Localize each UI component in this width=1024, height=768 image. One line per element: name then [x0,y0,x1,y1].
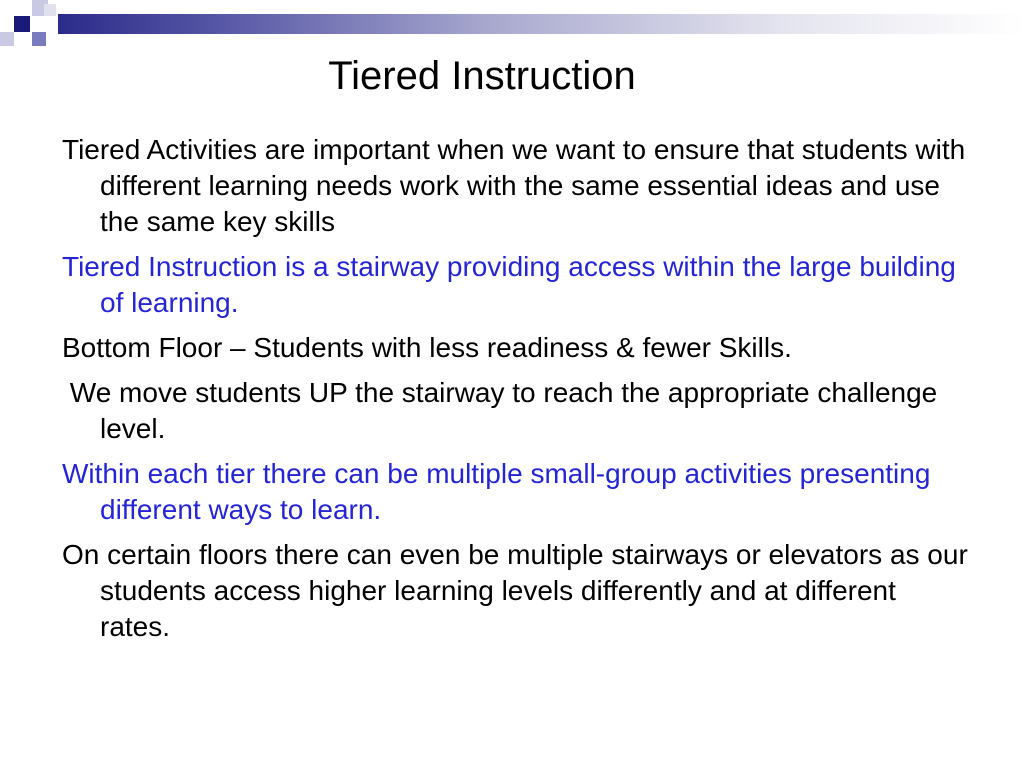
decor-square-mid [32,32,46,46]
decor-square-dark [14,16,30,32]
header-decoration [0,0,1024,60]
slide-title: Tiered Instruction [328,54,636,98]
slide-body [62,132,972,654]
header-gradient-bar [58,14,1024,34]
paragraph: We move students UP the stairway to reach the appropriate challenge level. [62,377,946,444]
paragraph: On certain floors there can even be multiple stairways or elevators as our students access higher learning levels differently and at different rates. [62,539,968,642]
decor-square-light [0,32,14,46]
decor-square-pale [44,4,56,16]
paragraph-highlight: Within each tier there can be multiple small-group activities presenting different ways to learn. [62,458,931,525]
paragraph: Bottom Floor – Students with less readiness & fewer Skills. [62,332,792,363]
paragraph: Tiered Activities are important when we want to ensure that students with different learning needs work with the same essential ideas and use the same key skills [62,134,966,237]
paragraph-highlight: Tiered Instruction is a stairway providing access within the large building of learning. [62,251,956,318]
